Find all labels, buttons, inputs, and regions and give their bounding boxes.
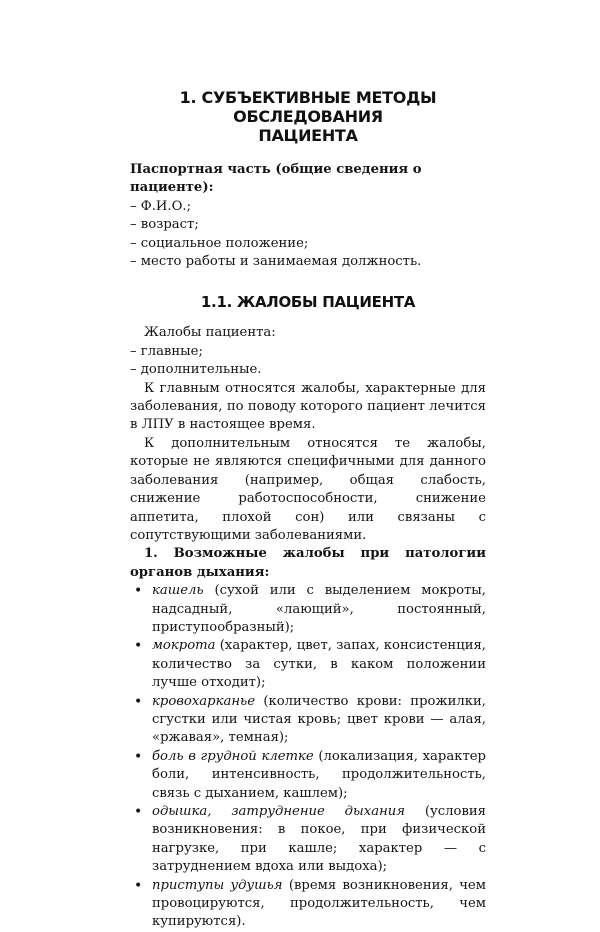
- list-item: [130, 693, 486, 748]
- bullet-icon: •: [134, 638, 143, 655]
- list-item: [130, 803, 486, 877]
- passport-item: – Ф.И.О.;: [130, 198, 192, 214]
- complaint-term: одышка, затруднение дыхания: [152, 804, 405, 819]
- complaint-type: – дополнительные.: [130, 362, 262, 378]
- complaint-type: – главные;: [130, 343, 203, 359]
- passport-item: – место работы и занимаемая должность.: [130, 254, 422, 270]
- section-title-line2: ПАЦИЕНТА: [258, 126, 358, 145]
- complaints-intro: Жалобы пациента:: [144, 325, 276, 341]
- bullet-icon: •: [134, 583, 143, 600]
- passport-list: [130, 198, 486, 272]
- respiratory-complaints-list: [130, 582, 486, 932]
- complaint-details: (характер, цвет, запах, консистенция, количество за сутки, в каком положении лучше отходит);: [152, 638, 486, 691]
- bullet-icon: •: [134, 877, 143, 894]
- complaint-term: кашель: [152, 583, 204, 599]
- bullet-icon: •: [134, 804, 143, 820]
- list-item: [130, 748, 486, 803]
- passport-item: – возраст;: [130, 217, 199, 233]
- complaint-term: приступы удушья: [152, 877, 283, 893]
- complaint-details: (количество крови: прожилки, сгустки или чистая кровь; цвет крови — алая, «ржавая», темная);: [152, 693, 486, 746]
- complaint-details: (локализация, характер боли, интенсивность, продолжительность, связь с дыханием, кашлем);: [152, 748, 486, 801]
- complaint-details: (время возникновения, чем провоцируются, продолжительность, чем купируются).: [152, 877, 486, 930]
- complaint-term: мокрота: [152, 638, 216, 654]
- passport-item: – социальное положение;: [130, 235, 309, 251]
- list-item: [130, 877, 486, 932]
- document-page: [130, 88, 486, 932]
- complaint-details: (условия возникновения: в покое, при физической нагрузке, при кашле; характер — с затруднением вдоха или выдоха);: [152, 804, 486, 875]
- complaint-term: боль в грудной клетке: [152, 748, 314, 764]
- subsection-title: 1.1. ЖАЛОБЫ ПАЦИЕНТА: [200, 293, 416, 312]
- complaint-term: кровохарканье: [152, 693, 256, 709]
- passport-heading: Паспортная часть (общие сведения о пациенте):: [130, 162, 422, 196]
- list-item: [130, 582, 486, 637]
- main-complaints-paragraph: К главным относятся жалобы, характерные для заболевания, по поводу которого пациент лечится в ЛПУ в настоящее время.: [130, 380, 486, 433]
- complaint-details: (сухой или с выделением мокроты, надсадный, «лающий», постоянный, приступообразный);: [152, 583, 486, 635]
- bullet-icon: •: [134, 693, 143, 710]
- additional-complaints-paragraph: К дополнительным относятся те жалобы, которые не являются специфичными для данного заболевания (например, общая слабость, снижение работоспособности, снижение аппетита, плохой сон) или связаны с сопутствующими заболеваниями.: [130, 435, 486, 543]
- section-title-line1: 1. СУБЪЕКТИВНЫЕ МЕТОДЫ ОБСЛЕДОВАНИЯ: [179, 88, 437, 126]
- section-title: [130, 88, 486, 145]
- bullet-icon: •: [134, 748, 143, 765]
- respiratory-heading: 1. Возможные жалобы при патологии органов дыхания:: [130, 546, 486, 580]
- list-item: [130, 637, 486, 692]
